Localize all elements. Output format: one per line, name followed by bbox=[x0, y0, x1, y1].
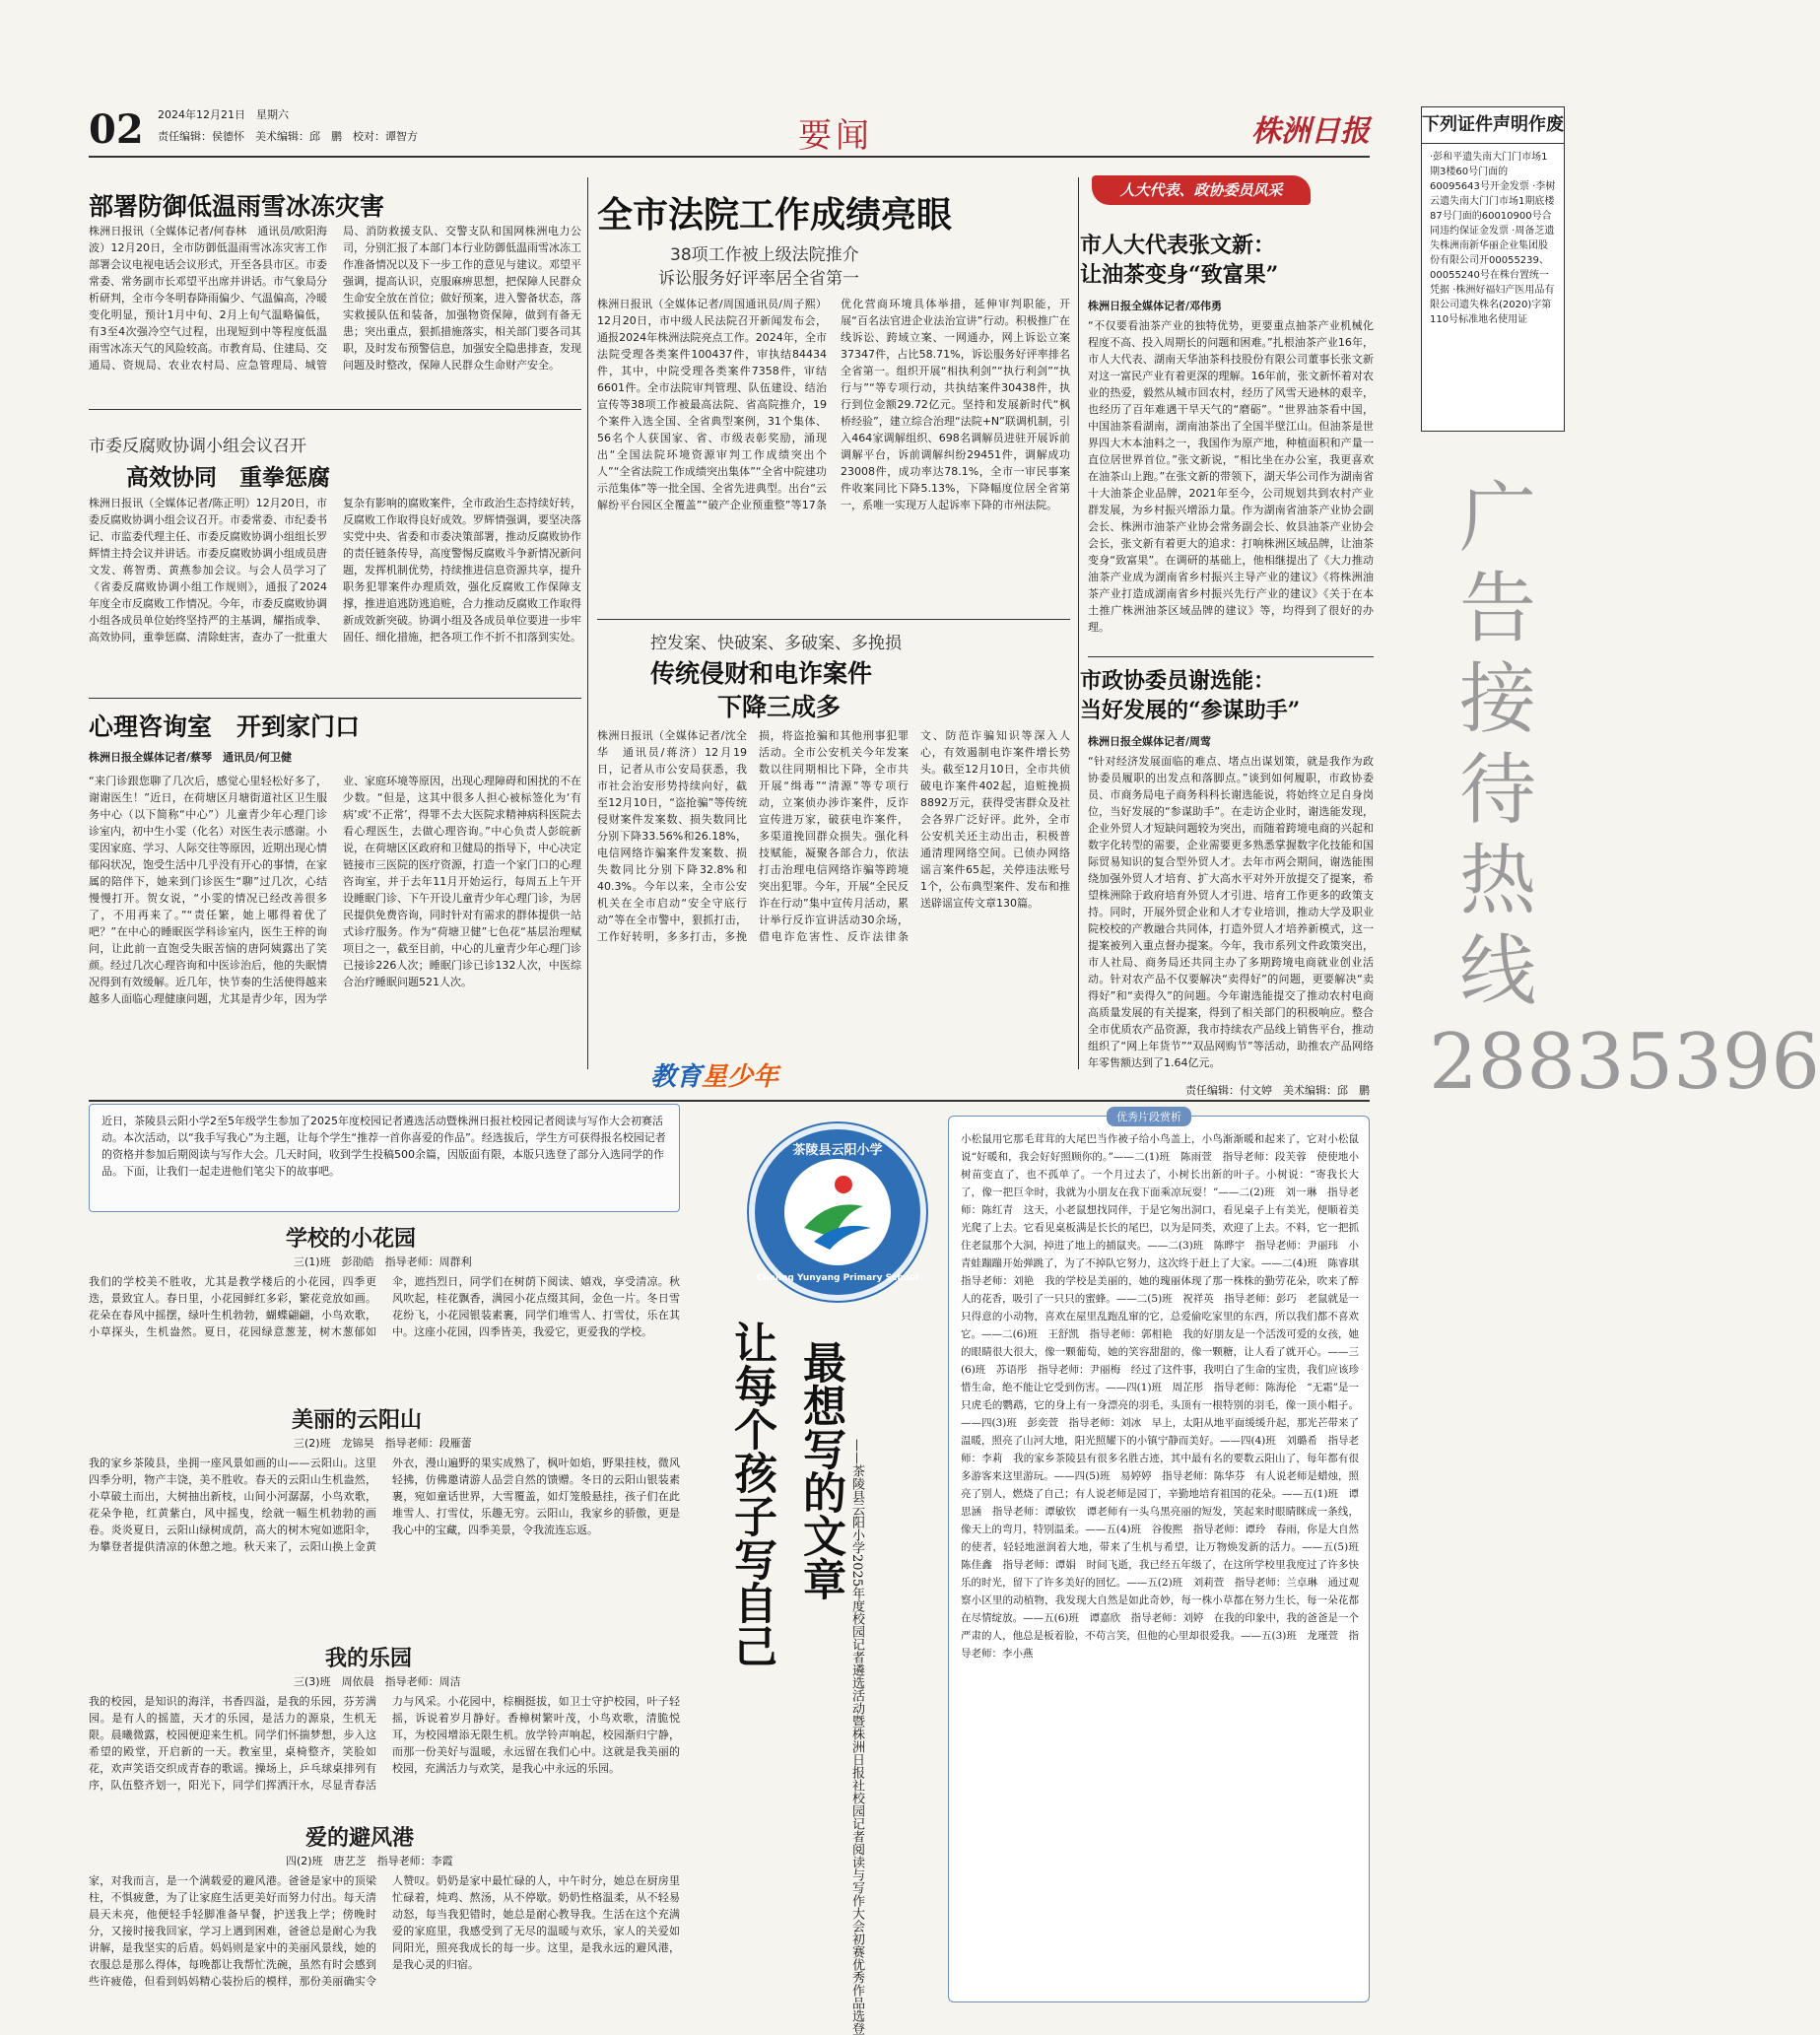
article-title-zhang-2: 让油茶变身“致富果” bbox=[1080, 262, 1279, 288]
article-subtitle-courts-2: 诉讼服务好评率居全省第一 bbox=[658, 269, 859, 289]
column-divider bbox=[1078, 177, 1079, 1069]
story-byline-3: 三(3)班 周依晨 指导老师：周洁 bbox=[294, 1675, 461, 1688]
divider bbox=[89, 698, 581, 699]
story-body-3: 我的校园，是知识的海洋，书香四溢，是我的乐园，芬芳满园。是有人的摇篮，天才的乐园，是活力的源泉，生机无限。晨曦微露，校园便迎来生机。同学们怀揣梦想，步入这希望的殿堂，开启新的一天。教室里，桌椅整齐，笑脸如花，欢声笑语交织成青春的歌谣。操场上，乒乓球桌排列有序，队伍整齐划一，阳光下，同学们挥洒汗水，尽显青春活力与风采。小花园中，棕榈挺拔，如卫士守护校园，叶子轻摇，诉说着岁月静好。香樟树繁叶茂，小鸟欢歌，清脆悦耳，为校园增添无限生机。放学铃声响起，校园渐归宁静，而那一份美好与温暖，永远留在我们心中。这就是我美丽的校园，充满活力与欢笑，是我心中永远的乐园。 bbox=[89, 1695, 680, 1792]
banner-deputies: 人大代表、政协委员风采 bbox=[1092, 175, 1311, 205]
excellent-excerpts-text: 小松鼠用它那毛茸茸的大尾巴当作被子给小鸟盖上，小鸟渐渐暖和起来了，它对小松鼠说“好暖和，我会好好照顾你的。”——二(1)班 陈雨萱 指导老师：段芙蓉 使使地小树苗变直了，也不孤单了。一个月过去了，小树长出新的叶子。小树说：“寄我长大了，像一把巨伞时，我就为小朋友在我下面乘凉玩耍！”——二(2)班 刘一琳 指导老师：陈红青 这天，小老鼠想找同伴，于是它匆出洞口，看见桌子上有美光，便顺着美光爬了上去。它看见桌板满是长长的尾巴，以为是同类，欢迎了上去。不料，它一把抓住老鼠那个大洞，掉进了地上的捕鼠夹。——二(3)班 陈晔宇 指导老师：尹丽玮 小青蛙蹦蹦开始弹跳了，为了不掉队它努力，这次终于赶上了大家。——二(4)班 陈睿琪 指导老师：刘艳 我的学校是美丽的，她的瑰丽体现了那一株株的勤劳花朵，吹来了醉人的花香，吸引了一只只的蜜蜂。——二(5)班 祝祥英 指导老师：彭巧 老鼠就是一只得意的小动物，喜欢在屋里乱跑乱窜的它，总爱偷吃家里的东西，所以我们都不喜欢它。——二(6)班 王舒凯 指导老师：郭相艳 我的好朋友是一个活泼可爱的女孩，她的眼睛很大很大，像一颗葡萄，她的笑容甜甜的，像一颗糖，让人看了就开心。——三(6)班 苏语彤 指导老师：尹丽梅 经过了这件事，我明白了生命的宝贵，我们应该珍惜生命，绝不能让它受到伤害。——四(1)班 周芷彤 指导老师：陈海伦 “无霜”是一只虎毛的鹦鹉，它的身上有一身漂亮的羽毛，头顶有一根特别的羽毛，像一顶小帽子。——四(3)班 彭奕萱 指导老师：刘冰 早上，太阳从地平面缓缓升起，那光芒带来了温暖，照亮了山河大地，阳光照耀下的小镇宁静而美好。——四(4)班 刘璐希 指导老师：李莉 我的家乡茶陵县有很多名胜古迹，其中最有名的要数云阳山了，每年都有很多游客来这里游玩。——四(5)班 易婷婷 指导老师：陈华芬 有人说老师是蜡烛，照亮了别人，燃烧了自己；有人说老师是园丁，辛勤地培育祖国的花朵。——五(1)班 谭思涵 指导老师：谭敏钦 谭老师有一头乌黑亮丽的短发，笑起来时眼睛眯成一条线，像天上的弯月，特别温柔。——五(4)班 谷俊熙 指导老师：谭玲 春雨，你是大自然的使者，轻轻地滋润着大地，带来了生机与希望，让万物焕发新的活力。——五(5)班 陈佳鑫 指导老师：谭娟 时间飞逝，我已经五年级了，在这所学校里我度过了许多快乐的时光，留下了许多美好的回忆。——五(2)班 刘莉萱 指导老师：兰卓琳 通过观察小区里的动植物，我发现大自然是如此奇妙，每一株小草都在努力生长，每一朵花都在尽情绽放。——五(6)班 谭嘉欣 指导老师：刘婷 在我的印象中，我的爸爸是一个严肃的人，他总是板着脸，不苟言笑，但他的心里却很爱我。——五(3)班 龙瑾萱 指导老师：李小燕 bbox=[961, 1133, 1370, 1660]
story-body-4: 家，对我而言，是一个满载爱的避风港。爸爸是家中的顶梁柱，不惧疲惫，为了让家庭生活更美好而努力付出。每天清晨天未亮，他便轻手轻脚准备早餐，护送我上学；傍晚时分，又接时接我回家，学习上遇到困难，爸爸总是耐心为我讲解，是我坚实的后盾。妈妈则是家中的美丽风景线，她的衣服总是那么得体，每晚都让我帮忙洗碗，虽然有时会感到些许疲倦，但看到妈妈精心装扮后的模样，那份美丽确实令人赞叹。奶奶是家中最忙碌的人，中午时分，她总在厨房里忙碌着，炖鸡、熬汤，从不停歇。奶奶性格温柔，从不轻易动怒，每当我犯错时，她总是耐心教导我。生活在这个充满爱的家庭里，我感受到了无尽的温暖与欢乐，家人的关爱如同阳光，照亮我成长的每一步。这里，是我永远的避风港，是我心灵的归宿。 bbox=[89, 1874, 680, 1988]
page-number: 02 bbox=[89, 106, 144, 153]
edu-intro: 近日，茶陵县云阳小学2至5年级学生参加了2025年度校园记者遴选活动暨株洲日报社校园记者阅读与写作大会初赛活动。本次活动，以“我手写我心”为主题，让每个学生“推荐一首你喜爱的作品”。经选拔后，学生方可获得报名校园记者的资格并参加后期阅读与写作大会。几天时间，收到学生投稿500余篇，因版面有限，本版只选登了部分入选同学的作品。下面，让我们一起走进他们笔尖下的故事吧。 bbox=[89, 1104, 680, 1212]
article-title-fraud-2: 下降三成多 bbox=[717, 693, 842, 721]
article-title-zhang-1: 市人大代表张文新： bbox=[1080, 233, 1276, 258]
article-body-anticorruption: 株洲日报讯（全媒体记者/陈正明）12月20日，市委反腐败协调小组会议召开。市委常委、市纪委书记、市监委代理主任、市委反腐败协调小组组长罗辉情主持会议并讲话。市委反腐败协调小组成员唐文发、蒋智勇、黄燕参加会议。与会人员学习了《省委反腐败协调小组工作规则》，通报了2024年度全市反腐败工作情况。今年，市委反腐败协调小组各成员单位始终坚持严的主基调，耀指成拳、高效协同，重拳惩腐、清除蛀害，查办了一批重大复杂有影响的腐败案件，全市政治生态持续好转，反腐败工作取得良好成效。罗辉情强调，要坚决落实党中央、省委和市委决策部署，推动反腐败协作的责任链条传导，高度警惕反腐败斗争新情况新问题，发挥机制优势，持续推进信息资源共享，提升职务犯罪案件办理质效，强化反腐败工作保障支撑，推进追逃防逃追赃，合力推动反腐败工作取得新成效新突破。协调小组及各成员单位要进一步牢固任、细化措施，把各项工作不折不扣落到实处。 bbox=[89, 497, 581, 644]
editor-line: 责任编辑：侯德怀 美术编辑：邱 鹏 校对：谭智方 bbox=[158, 130, 418, 143]
article-body-zhang: “不仅要看油茶产业的独特优势，更要重点抽茶产业机械化程度不高、投入周期长的问题和困难。”扎根油茶产业16年，市人大代表、湖南天华油茶科技股份有限公司董事长张文新对这一富民产业有着更深的理解。16年前，张文新怀着对农业的热爱，毅然从城市回农村，经历了风雪天逊林的艰辛，也经历了百年难遇干旱天气的“磨砺”。“世界油茶看中国，中国油茶看湖南，湖南油茶出了全国半壁江山。但油茶是世界四大木本油料之一，我国作为原产地，种植面积和产量一直位居世界首位。”张文新说，“相比坐在办公室，我更喜欢在油茶山上跑。”在张文新的带领下，湖天华公司作为湖南省十大油茶企业品牌，2021年至今，公司规划共到农村产业群发展，为乡村振兴增添力量。作为湖南省油茶产业协会副会长、株洲市油茶产业协会常务副会长、攸县油茶产业协会会长，张文新有着更大的追求：打响株洲区域品牌，让油茶变身“致富果”。在调研的基础上，他相继提出了《大力推动油茶产业成为湖南省乡村振兴主导产业的建议》《将株洲油茶产业打造成湖南省乡村振兴先行产业的建议》《关于在本土推广株洲油茶区域品牌的建议》等，均得到了很好的办理。 bbox=[1088, 319, 1374, 634]
article-title-fraud-1: 传统侵财和电诈案件 bbox=[650, 659, 873, 688]
article-body-xie: “针对经济发展面临的难点、堵点出谋划策，就是我作为政协委员履职的出发点和落脚点。”谈到如何履职，市政协委员、市商务局电子商务科科长谢选能说，将始终立足自身岗位，当好发展的“参谋助手”。在走访企业时，谢选能发现，企业外贸人才短缺问题较为突出，而随着跨境电商的兴起和数字化转型的需要，企业需要更多熟悉掌握数字化技能和国际贸易知识的复合型外贸人才。去年市两会期间，谢选能围绕加强外贸人才培育、扩大高水平对外开放提交了提案，希望株洲除于政府培育外贸人才引进、培育工作更多的政策支持。同时，开展外贸企业和人才专业培训，推动大学及职业院校校的产教融合共同体，打造外贸人才培养新模式，这一提案被列入重点督办提案。今年，我市系列文件政策突出，市人社局、商务局还共同主办了多期跨境电商就业创业活动。针对农产品不仅要解决“卖得好”的问题，更要解决“卖得好”和“卖得久”的问题。今年谢选能提交了推动农村电商高质量发展的有关提案，得到了相关部门的积极响应。整合全市优质农产品资源，我市持续农产品线上销售平台，推动组织了“网上年货节”“双品网购节”等活动，助推农产品网络年零售额达到了1.64亿元。 bbox=[1088, 755, 1374, 1069]
excellent-excerpts-box bbox=[948, 1111, 1370, 2002]
article-byline-xie: 株洲日报全媒体记者/周莺 bbox=[1088, 735, 1212, 748]
edu-vertical-title-1: 最想写的文章 bbox=[795, 1340, 845, 1600]
article-body-disaster: 株洲日报讯（全媒体记者/何春林 通讯员/欧阳海波）12月20日，全市防御低温雨雪冰冻灾害工作部署会议电视电话会议形式，开至各县市区。市委常委、常务副市长邓望平出席并讲话。市气象局分析研判，全市今冬明春降雨偏少、气温偏高，冷暖变化明显，预计1月中旬、2月上旬气温略偏低，有3至4次强冷空气过程，出现短到中等程度低温雨雪冰冻天气的风险较高。市教育局、住建局、交通局、资规局、农业农村局、应急管理局、城管局、消防救援支队、交警支队和国网株洲电力公司，分别汇报了本部门本行业防御低温雨雪冰冻工作准备情况以及下一步工作的意见与建议。邓望平强调，提高认识，克服麻痹思想，把保障人民群众生命安全放在首位；做好预案，进入警备状态，落实救援队伍和装备，加强物资保障，做到有备无患；突出重点，狠抓措施落实，相关部门要各司其职，及时发布预警信息，加强安全隐患排查，发现问题及时整改，保障人民群众生命财产安全。 bbox=[89, 225, 581, 372]
article-subtitle-courts-1: 38项工作被上级法院推介 bbox=[670, 245, 859, 265]
divider bbox=[597, 619, 1070, 620]
story-title-4: 爱的避风港 bbox=[305, 1825, 415, 1851]
story-body-2: 我的家乡茶陵县，坐拥一座风景如画的山——云阳山。这里四季分明，物产丰饶，美不胜收。春天的云阳山生机盎然，小草破土而出，大树抽出新枝，山间小河潺潺，小鸟欢歌，花朵争艳，红黄紫白，风中摇曳，绘就一幅生机勃勃的画卷。炎炎夏日，云阳山绿树成荫，高大的树木宛如遮阳伞，为攀登者提供清凉的休憩之地。秋天来了，云阳山换上金黄外衣，漫山遍野的果实成熟了，枫叶如焰，野果挂枝，微风轻拂，仿佛邀请游人品尝自然的馈赠。冬日的云阳山银装素裹，宛如童话世界，大雪覆盖，如灯笼般悬挂，孩子们在此堆雪人、打雪仗，乐趣无穷。云阳山，我家乡的骄傲，更是我心中的宝藏，四季美景，令我流连忘返。 bbox=[89, 1457, 680, 1553]
article-body-counseling: “来门诊跟您聊了几次后，感觉心里轻松好多了，谢谢医生！”近日，在荷塘区月塘街道社区卫生服务中心（以下简称“中心”）儿童青少年心理门诊诊室内，初中生小雯（化名）对医生表示感谢。小雯因家庭、学习、人际交往等原因，近期出现心情郁闷状况，饱受生活中几乎没有开心的事情，在家属的陪伴下，她来到门诊医生“聊”过几次，心结慢慢打开。贺女说，“小雯的情况已经改善很多了，不用再来了。”“责任繁，她上哪得着优了吧？”在中心的睡眠医学科诊室内，医生王梓的询问，让此前一直饱受失眠苦恼的唐阿姨露出了笑颜。经过几次心理咨询和中医诊治后，他的失眠情况得到有效缓解。近几年，快节奏的生活使得越来越多人面临心理健康问题，尤其是青少年，因为学业、家庭环境等原因，出现心理障碍和困扰的不在少数。“但是，这其中很多人担心被标签化为‘有病’或‘不正常’，得罪不去大医院求精神病科医院去看心理医生，去做心理咨询。”中心负责人彭皖新说，在荷塘区区政府和卫健局的指导下，中心决定链接市三医院的医疗资源，打造一个家门口的心理咨询室，并于去年11月开始运行，每周五上午开设睡眠门诊、下午开设儿童青少年心理门诊，为居民提供免费咨询，同时针对有需求的群体提供一站式诊疗服务。作为“荷塘卫健”七色花“基层治理赋项目之一，截至目前，中心的儿童青少年心理门诊已接诊226人次；睡眠门诊已诊132人次，中医综合治疗睡眠问题521人次。 bbox=[89, 775, 581, 1005]
story-byline-2: 三(2)班 龙锦昊 指导老师：段雁蕾 bbox=[294, 1437, 472, 1450]
column-divider bbox=[587, 177, 588, 1069]
badge-emblem-icon bbox=[784, 1159, 891, 1265]
article-title-counseling: 心理咨询室 开到家门口 bbox=[89, 712, 361, 741]
divider bbox=[89, 409, 581, 410]
emblem-figure-icon bbox=[784, 1159, 891, 1265]
article-title-courts: 全市法院工作成绩亮眼 bbox=[597, 194, 953, 236]
article-title-xie-2: 当好发展的“参谋助手” bbox=[1080, 698, 1301, 723]
badge-text-bottom: Chaling Yunyang Primary School bbox=[756, 1273, 919, 1283]
issue-date: 2024年12月21日 星期六 bbox=[158, 108, 289, 121]
notice-title: 下列证件声明作废 bbox=[1422, 107, 1564, 144]
edu-logo-a: 教育 bbox=[650, 1062, 703, 1092]
edu-logo bbox=[650, 1056, 778, 1093]
article-body-courts: 株洲日报讯（全媒体记者/周国通讯员/周子熙）12月20日，市中级人民法院召开新闻发布会，通报2024年株洲法院亮点工作。2024年，全市法院受理各类案件100437件，审执结84434件，其中，中院受理各类案件7358件，审结6601件。全市法院审判管理、队伍建设、结治宣传等38项工作被最高法院、省高院推介，19个案件入选全国、全省典型案例，31个集体、56名个人获国家、省、市级表彰奖励，涌现出“全国法院环境资源审判工作成绩突出个人”“全省法院工作成绩突出集体”“全省中院建功示范集体”等一批全国、全省先进典型。出台“云解纷平台园区全覆盖”“破产企业预重整”等17条优化营商环境具体举措，延伸审判职能，开展“百名法官进企业法治宣讲”行动。积极推广在线诉讼、跨域立案、一网通办，网上诉讼立案37347件，占比58.71%，诉讼服务好评率排名全省第一。组织开展“相执利剑”“执行利剑”“执行与”“等专项行动，共执结案件30438件，执行到位金额29.72亿元。坚持和发展新时代“枫桥经验”，建立综合治理“法院+N”联调机制，引入464家调解组织、698名调解员进驻开展诉前调解平台，诉前调解纠纷29451件，调解成功23008件，成功率达78.1%，全市一审民事案件收案同比下降5.13%，下降幅度位居全省第一，系唯一实现万人起诉率下降的市州法院。 bbox=[597, 298, 1070, 511]
badge-text-top: 茶陵县云阳小学 bbox=[792, 1143, 883, 1158]
page-header bbox=[89, 99, 1370, 158]
excellent-excerpts-title: 优秀片段赏析 bbox=[1107, 1107, 1191, 1126]
notice-box bbox=[1421, 106, 1565, 432]
article-title-disaster: 部署防御低温雨雪冰冻灾害 bbox=[89, 192, 385, 221]
article-byline-counseling: 株洲日报全媒体记者/蔡琴 通讯员/何卫健 bbox=[89, 751, 293, 764]
edu-vertical-subtitle: ——茶陵县云阳小学2025年度校园记者遴选活动暨株洲日报社校园记者阅读与写作大会初赛优秀作品选登 bbox=[849, 1439, 864, 2035]
article-body-fraud: 株洲日报讯（全媒体记者/沈全华 通讯员/蒋济）12月19日，记者从市公安局获悉，我市社会治安形势持续向好，截至12月10日，“盗抢骗”等传统侵财案件发案数、损失数同比分别下降33.56%和26.18%，电信网络诈骗案件发案数、损失数同比分别下降32.8%和40.3%。今年以来，全市公安机关在全市启动“安全守底行动”等在全市警中，狠抓打击，工作好转明，多多打击，多挽损，将盗抢骗和其他刑事犯罪活动。全市公安机关今年发案数以往同期相比下降，全市共开展“缉毒”“清源”等专项行动，立案侦办涉诈案件，反诈宣传进万家，破获电诈案件，多渠道挽回群众损失。强化科技赋能，凝聚各部合力，依法打击治理电信网络诈骗等跨境突出犯罪。今年，开展“全民反诈在行动”集中宣传月活动，累计举行反诈宣讲活动30余场，借电诈危害性、反诈法律条文、防范诈骗知识等深入人心，有效遏制电诈案件增长势头。截至12月10日，全市共侦破电诈案件402起，追赃挽损8892万元，获得受害群众及社会各界广泛好评。此外，全市公安机关还主动出击，积极普通清理网络空间。已侦办网络谣言案件65起，关停违法账号1个，公布典型案件、发布和推送辟谣宣传文章130篇。 bbox=[597, 729, 1070, 943]
article-title-xie-1: 市政协委员谢选能： bbox=[1080, 668, 1276, 694]
newspaper-logo: 株洲日报 bbox=[1251, 114, 1370, 149]
notice-text: ·彭和平遗失南大门门市场1期3楼60号门面的60095643号开金发票 ·李树云遗失南大门门市场1期底楼87号门面的60010900号合同违约保证金发票 ·周备芝遗失株洲南新华丽企业集团股份有限公司开00055239、00055240号在株台置统一凭据 ·株洲好福妇产医用品有限公司遗失株名(2020)字第110号标准地名使用证 bbox=[1430, 152, 1556, 325]
story-byline-1: 三(1)班 彭劭皓 指导老师：周群利 bbox=[294, 1255, 472, 1268]
story-body-1: 我们的学校美不胜收，尤其是教学楼后的小花园，四季更迭，景致宜人。春日里，小花园鲜红多彩，繁花竞放如画。花朵在春风中摇摆，绿叶生机勃勃，蝴蝶翩翩，小鸟欢歌，小草探头，生机盎然。夏日，花园绿意葱茏，树木葱郁如伞，遮挡烈日，同学们在树荫下阅读、嬉戏，享受清凉。秋风吹起，桂花飘香，满园小花点缀其间，金色一片。冬日雪花纷飞，小花园银装素裹，同学们堆雪人、打雪仗，乐在其中。这座小花园，四季皆美，我爱它，更爱我的学校。 bbox=[89, 1275, 680, 1338]
story-title-3: 我的乐园 bbox=[325, 1646, 413, 1671]
divider bbox=[1088, 656, 1374, 657]
story-byline-4: 四(2)班 唐艺芝 指导老师：李霞 bbox=[286, 1855, 453, 1867]
edu-vertical-title-2: 让每个孩子写自己 bbox=[726, 1321, 776, 1667]
school-badge bbox=[749, 1123, 926, 1301]
article-kicker-fraud: 控发案、快破案、多破案、多挽损 bbox=[650, 634, 902, 653]
ad-hotline: 广告接待热线28835396 bbox=[1429, 474, 1820, 1107]
edu-logo-b: 星少年 bbox=[702, 1062, 779, 1092]
story-title-1: 学校的小花园 bbox=[286, 1226, 417, 1252]
edu-editor-line: 责任编辑：付文婷 美术编辑：邱 鹏 bbox=[1185, 1084, 1370, 1097]
story-title-2: 美丽的云阳山 bbox=[292, 1407, 423, 1433]
article-byline-zhang: 株洲日报全媒体记者/邓伟勇 bbox=[1088, 300, 1223, 312]
article-kicker-anticorruption: 市委反腐败协调小组会议召开 bbox=[89, 437, 306, 456]
section-title: 要闻 bbox=[798, 116, 873, 156]
article-title-anticorruption: 高效协同 重拳惩腐 bbox=[126, 464, 330, 491]
